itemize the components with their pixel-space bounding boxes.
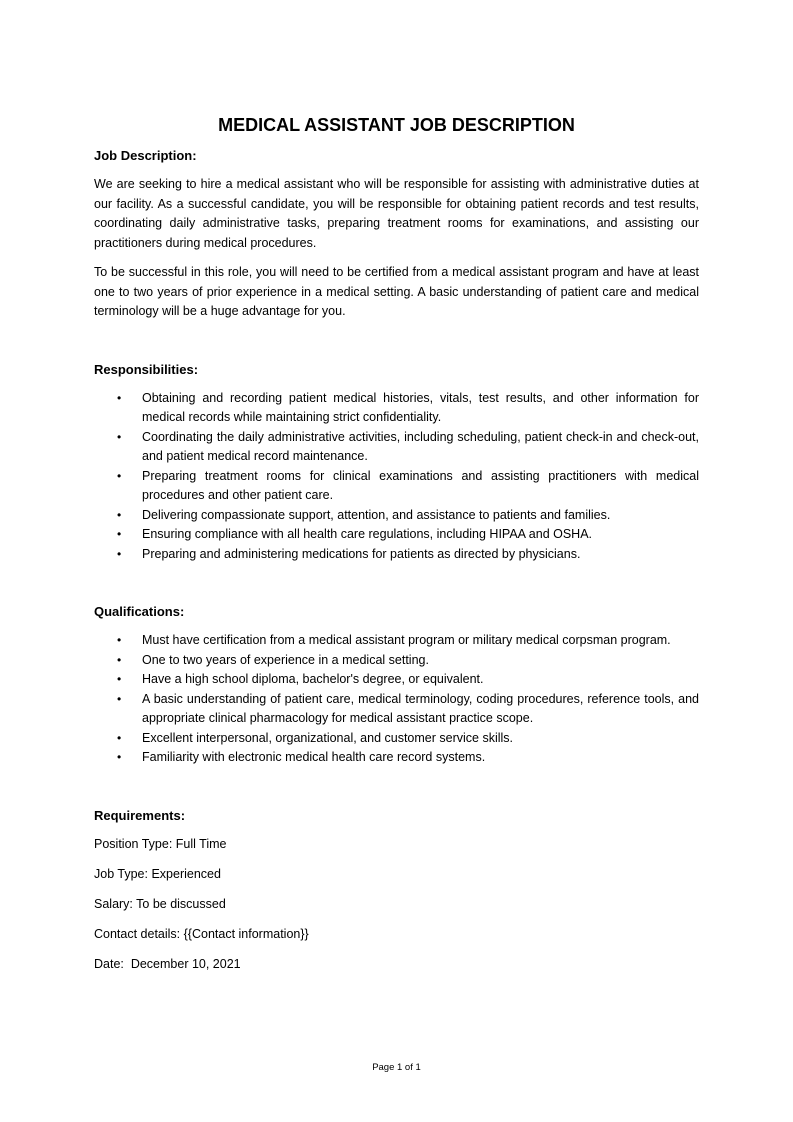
bullet-icon: • [117,730,122,745]
bullet-icon: • [117,633,122,647]
bullet-icon: • [117,546,122,561]
job-type-line: Job Type: Experienced [94,866,221,881]
job-description-paragraph-1: We are seeking to hire a medical assistant who will be responsible for assisting with administrative duties at our facility. As a successful candidate, you will be responsible for obtaining patient records and test results, coordinating daily administrative tasks, preparing treatment rooms for examinations, and assisting our practitioners during medical procedures. [94,177,699,250]
bullet-icon: • [117,750,122,764]
bullet-icon: • [117,652,122,667]
bullet-icon: • [117,390,122,405]
list-item [94,670,699,690]
bullet-icon: • [117,468,122,483]
list-item-text: Familiarity with electronic medical health care record systems. [142,750,486,764]
list-item [94,748,699,768]
list-item [94,690,699,729]
list-item [94,525,699,545]
list-item-text: Preparing treatment rooms for clinical examinations and assisting practitioners with medical procedures and other patient care. [142,468,699,502]
responsibilities-list [94,389,699,565]
list-item [94,467,699,506]
qualifications-heading: Qualifications: [94,604,185,619]
bullet-icon: • [117,507,122,522]
document-title: MEDICAL ASSISTANT JOB DESCRIPTION [218,115,575,135]
position-type-line: Position Type: Full Time [94,836,227,851]
job-description-heading: Job Description: [94,148,197,163]
list-item [94,428,699,467]
list-item-text: Delivering compassionate support, attention, and assistance to patients and families. [142,507,611,522]
contact-details-line: Contact details: {{Contact information}} [94,926,309,941]
bullet-icon: • [117,691,122,706]
list-item-text: Must have certification from a medical assistant program or military medical corpsman program. [142,633,671,647]
list-item [94,729,699,749]
list-item-text: Obtaining and recording patient medical histories, vitals, test results, and other information for medical records while maintaining strict confidentiality. [142,390,699,424]
requirements-heading: Requirements: [94,807,186,823]
bullet-icon: • [117,672,122,686]
list-item-text: A basic understanding of patient care, medical terminology, coding procedures, reference tools, and appropriate clinical pharmacology for medical assistant practice scope. [142,691,699,725]
responsibilities-heading: Responsibilities: [94,361,199,377]
list-item [94,389,699,428]
list-item-text: Coordinating the daily administrative activities, including scheduling, patient check-in and check-out, and patient medical record maintenance. [142,429,699,463]
bullet-icon: • [117,429,122,444]
qualifications-list [94,631,699,768]
bullet-icon: • [117,527,122,541]
list-item-text: Have a high school diploma, bachelor's degree, or equivalent. [142,672,484,686]
page-footer: Page 1 of 1 [372,1062,421,1073]
list-item [94,545,699,565]
list-item-text: Ensuring compliance with all health care regulations, including HIPAA and OSHA. [142,527,593,541]
list-item-text: One to two years of experience in a medical setting. [142,652,429,667]
list-item [94,651,699,671]
date-line: Date: December 10, 2021 [94,956,241,971]
list-item-text: Preparing and administering medications for patients as directed by physicians. [142,546,581,561]
list-item-text: Excellent interpersonal, organizational, and customer service skills. [142,730,514,745]
list-item [94,631,699,651]
salary-line: Salary: To be discussed [94,896,226,911]
document-content [94,112,699,985]
list-item [94,506,699,526]
job-description-paragraph-2: To be successful in this role, you will need to be certified from a medical assistant program and have at least one to two years of prior experience in a medical setting. A basic understanding of patient care and medical terminology will be a huge advantage for you. [94,265,699,318]
